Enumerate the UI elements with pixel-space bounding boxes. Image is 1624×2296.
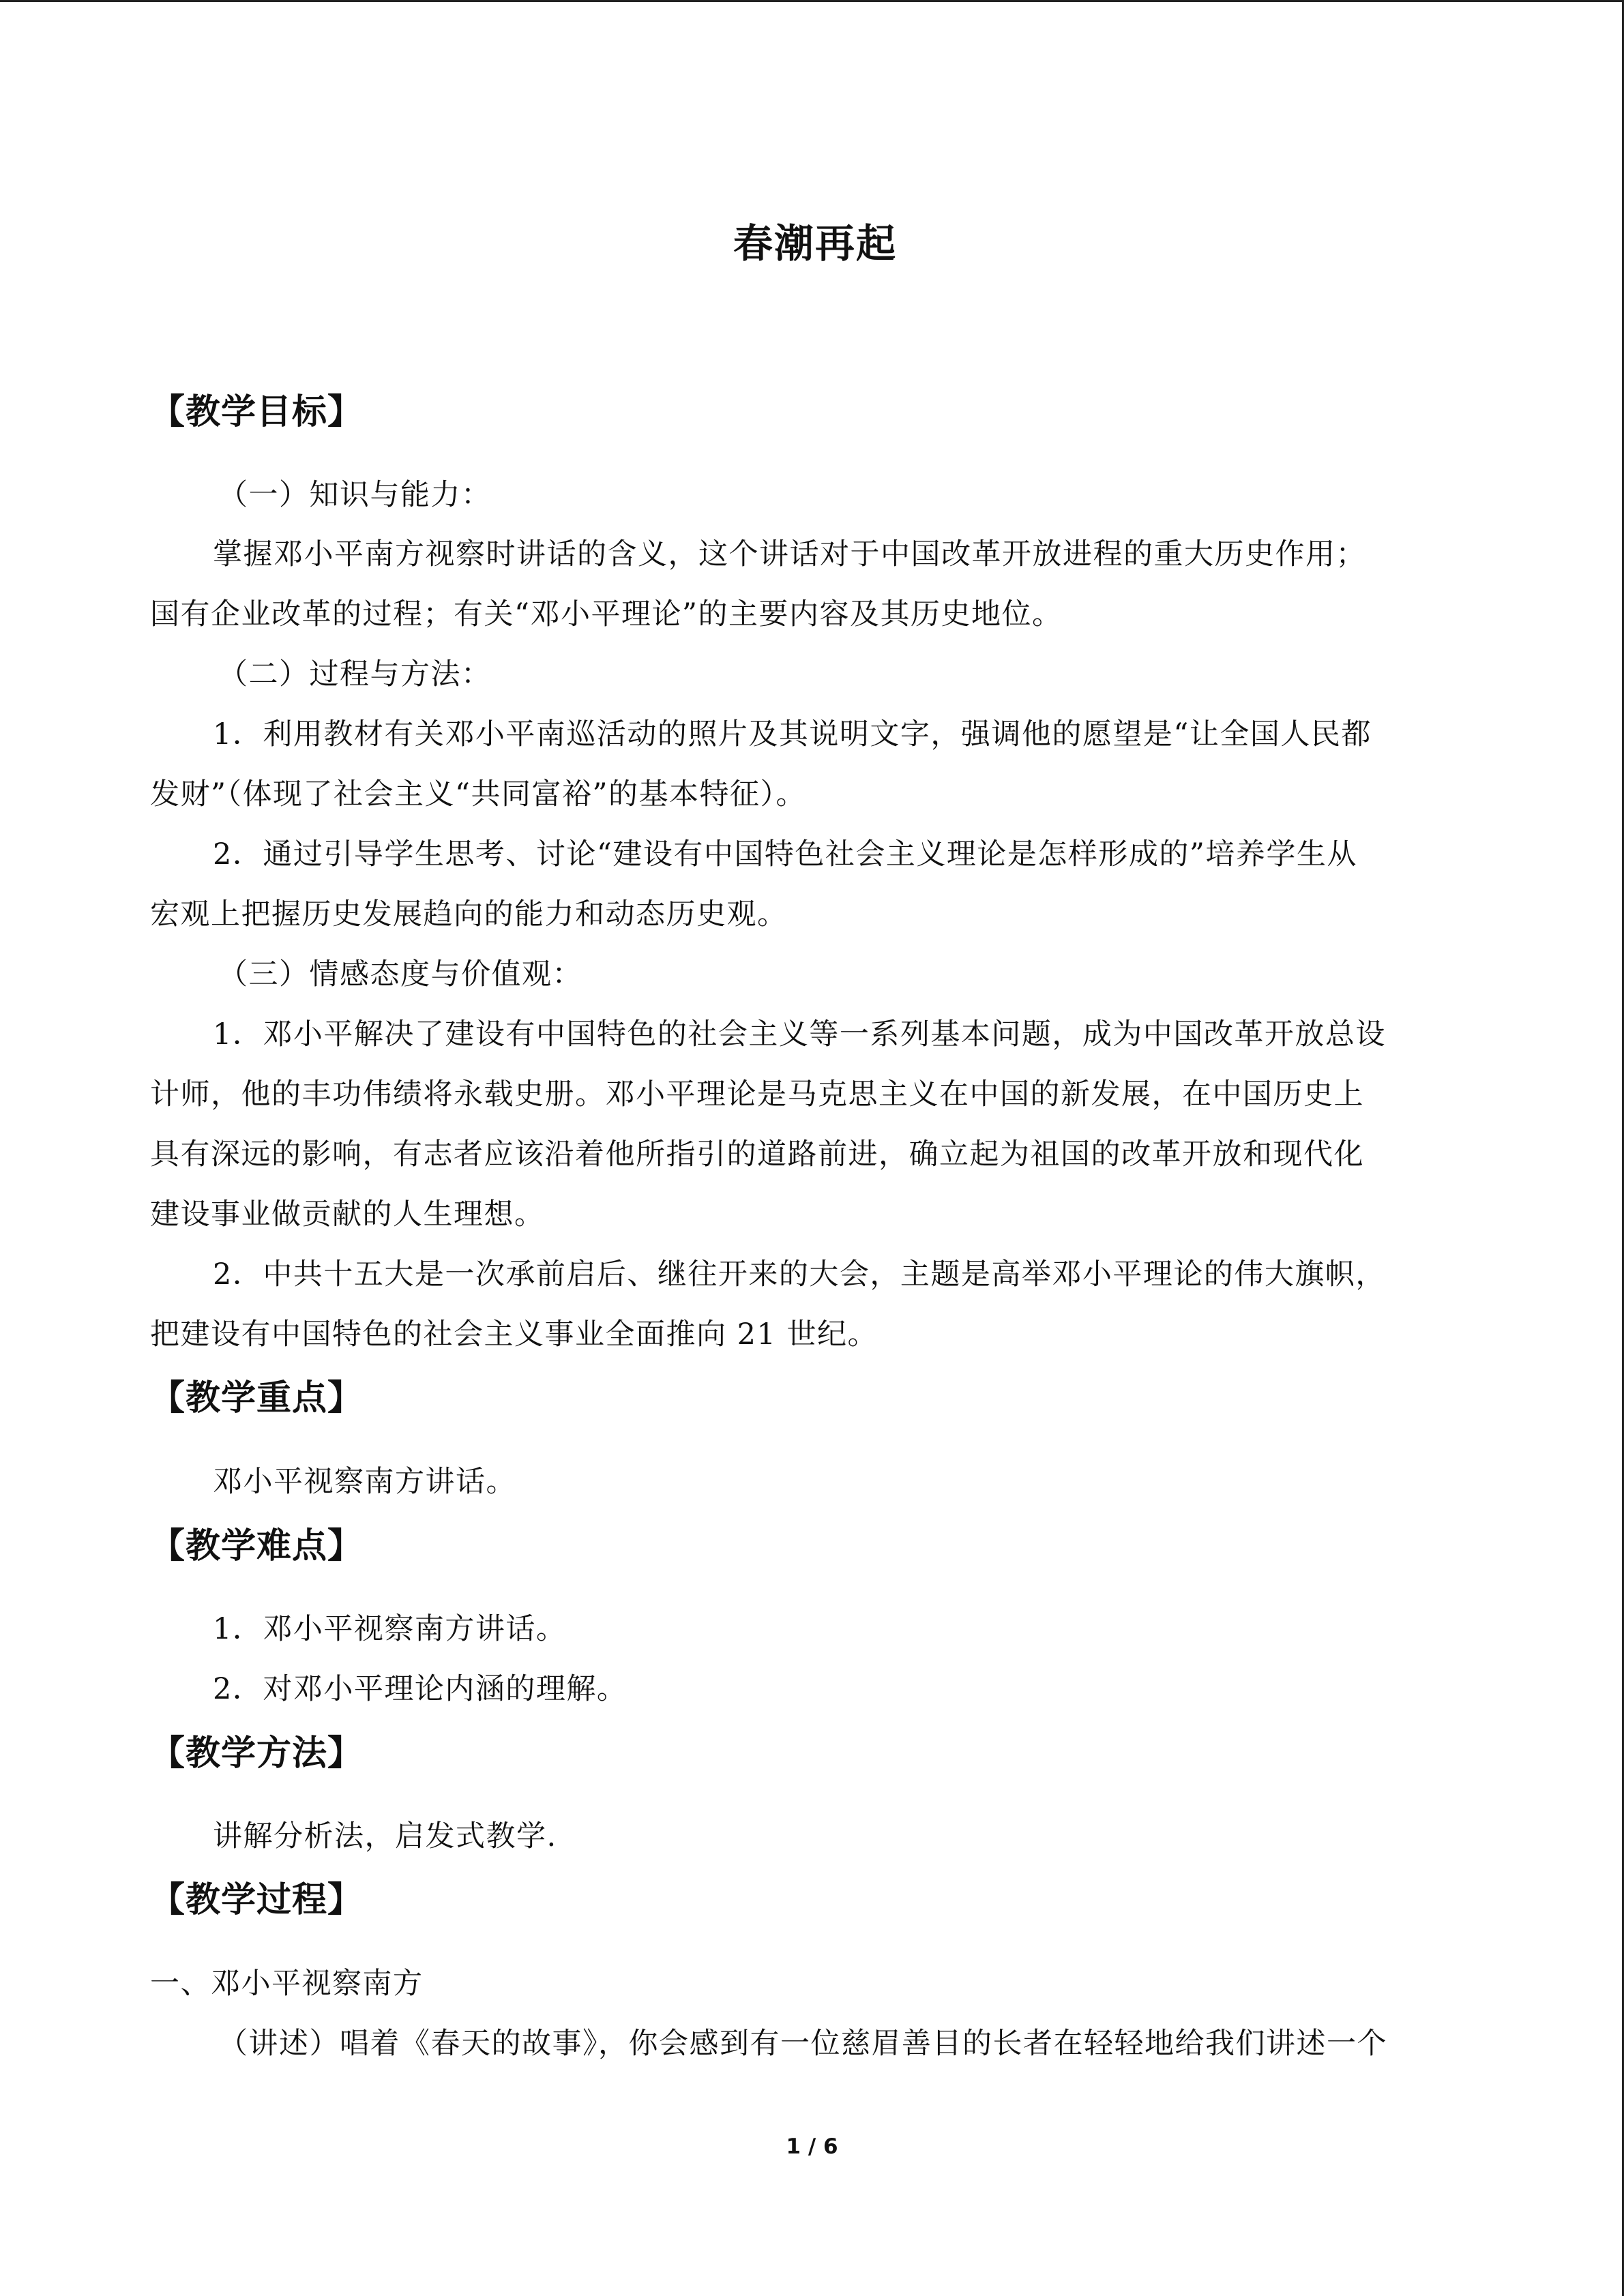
objectives-paragraph-4-line-4: 建设事业做贡献的人生理想。 (150, 1197, 545, 1232)
objectives-paragraph-3-line-2: 宏观上把握历史发展趋向的能力和动态历史观。 (150, 897, 788, 931)
objectives-paragraph-4-line-1: 1．邓小平解决了建设有中国特色的社会主义等一系列基本问题，成为中国改革开放总设 (213, 1017, 1386, 1052)
difficulties-paragraph-1: 1．邓小平视察南方讲话。 (213, 1612, 567, 1646)
objectives-sub-process: （二）过程与方法： (218, 657, 492, 691)
methods-paragraph-1: 讲解分析法，启发式教学. (213, 1819, 557, 1853)
objectives-paragraph-4-line-2: 计师，他的丰功伟绩将永载史册。邓小平理论是马克思主义在中国的新发展，在中国历史上 (150, 1077, 1364, 1112)
page-border-top (0, 0, 1624, 2)
objectives-paragraph-2-line-2: 发财”（体现了社会主义“共同富裕”的基本特征）。 (150, 777, 806, 811)
heading-objectives: 【教学目标】 (150, 392, 364, 432)
objectives-paragraph-4-line-3: 具有深远的影响，有志者应该沿着他所指引的道路前进，确立起为祖国的改革开放和现代化 (150, 1137, 1364, 1172)
page-title: 春潮再起 (733, 220, 897, 267)
page-number: 1 / 6 (786, 2134, 838, 2159)
objectives-paragraph-2-line-1: 1．利用教材有关邓小平南巡活动的照片及其说明文字，强调他的愿望是“让全国人民都 (213, 717, 1372, 751)
objectives-paragraph-5-line-1: 2．中共十五大是一次承前启后、继往开来的大会，主题是高举邓小平理论的伟大旗帜， (213, 1257, 1386, 1292)
heading-process: 【教学过程】 (150, 1880, 364, 1920)
heading-difficulties: 【教学难点】 (150, 1526, 364, 1566)
heading-methods: 【教学方法】 (150, 1733, 364, 1774)
difficulties-paragraph-2: 2．对邓小平理论内涵的理解。 (213, 1672, 628, 1706)
heading-keypoints: 【教学重点】 (150, 1378, 364, 1418)
objectives-sub-knowledge: （一）知识与能力： (218, 478, 492, 512)
objectives-paragraph-3-line-1: 2．通过引导学生思考、讨论“建设有中国特色社会主义理论是怎样形成的”培养学生从 (213, 837, 1357, 871)
keypoints-paragraph-1: 邓小平视察南方讲话。 (213, 1465, 516, 1499)
process-subheading-1: 一、邓小平视察南方 (150, 1967, 424, 2001)
objectives-paragraph-1-line-2: 国有企业改革的过程；有关“邓小平理论”的主要内容及其历史地位。 (150, 597, 1063, 631)
objectives-paragraph-1-line-1: 掌握邓小平南方视察时讲话的含义，这个讲话对于中国改革开放进程的重大历史作用； (213, 537, 1366, 571)
process-paragraph-1: （讲述）唱着《春天的故事》，你会感到有一位慈眉善目的长者在轻轻地给我们讲述一个 (218, 2027, 1387, 2061)
objectives-sub-values: （三）情感态度与价值观： (218, 957, 582, 992)
objectives-paragraph-5-line-2: 把建设有中国特色的社会主义事业全面推向 21 世纪。 (150, 1317, 879, 1352)
